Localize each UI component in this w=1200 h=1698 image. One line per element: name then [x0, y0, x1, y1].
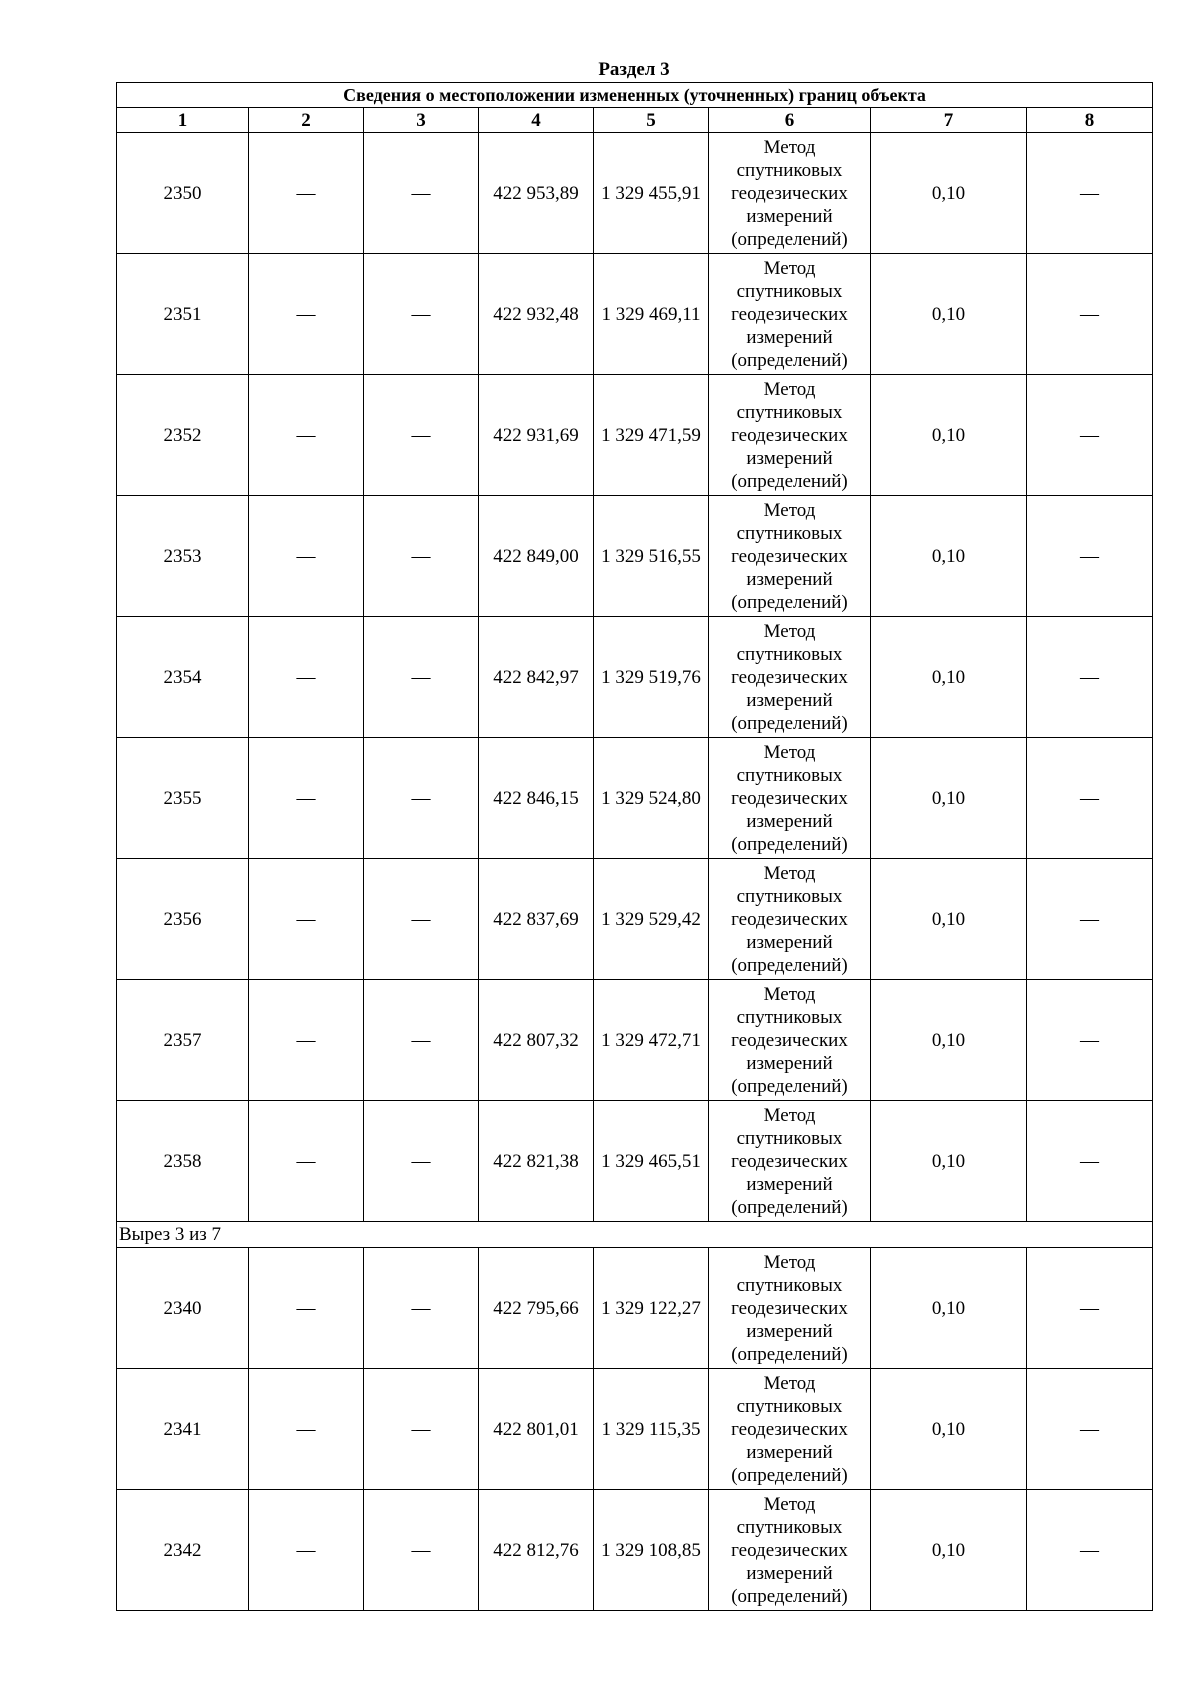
table-cell-c3: — [364, 859, 479, 980]
table-cell-c5: 1 329 122,27 [594, 1248, 709, 1369]
table-cell-c7: 0,10 [871, 617, 1027, 738]
table-cell-c1: 2358 [117, 1101, 249, 1222]
column-header: 2 [249, 108, 364, 133]
table-cell-c3: — [364, 617, 479, 738]
table-cell-c7: 0,10 [871, 254, 1027, 375]
table-cell-c7: 0,10 [871, 1369, 1027, 1490]
column-header: 8 [1027, 108, 1153, 133]
table-row [117, 375, 1153, 496]
table-cell-c2: — [249, 1101, 364, 1222]
table-cell-c5: 1 329 516,55 [594, 496, 709, 617]
table-cell-c6: Метод спутниковых геодезических измерений (определений) [709, 617, 871, 738]
table-row [117, 1369, 1153, 1490]
table-cell-c6: Метод спутниковых геодезических измерений (определений) [709, 133, 871, 254]
table-row [117, 1248, 1153, 1369]
table-cell-c4: 422 821,38 [479, 1101, 594, 1222]
column-header: 3 [364, 108, 479, 133]
column-header: 5 [594, 108, 709, 133]
table-cell-c8: — [1027, 980, 1153, 1101]
table-cell-c6: Метод спутниковых геодезических измерений (определений) [709, 375, 871, 496]
table-cell-c3: — [364, 1101, 479, 1222]
table-cell-c2: — [249, 375, 364, 496]
table-cell-c7: 0,10 [871, 133, 1027, 254]
table-cell-c7: 0,10 [871, 496, 1027, 617]
cutout-subheader: Вырез 3 из 7 [117, 1222, 1153, 1248]
table-cell-c4: 422 812,76 [479, 1490, 594, 1611]
table-cell-c2: — [249, 254, 364, 375]
table-cell-c7: 0,10 [871, 980, 1027, 1101]
table-cell-c8: — [1027, 375, 1153, 496]
table-cell-c1: 2354 [117, 617, 249, 738]
table-cell-c5: 1 329 469,11 [594, 254, 709, 375]
table-cell-c6: Метод спутниковых геодезических измерений (определений) [709, 1369, 871, 1490]
table-cell-c1: 2353 [117, 496, 249, 617]
table-cell-c4: 422 953,89 [479, 133, 594, 254]
table-cell-c5: 1 329 108,85 [594, 1490, 709, 1611]
table-cell-c1: 2356 [117, 859, 249, 980]
table-cell-c3: — [364, 133, 479, 254]
table-row [117, 980, 1153, 1101]
table-cell-c7: 0,10 [871, 375, 1027, 496]
column-header-row [117, 108, 1153, 133]
table-cell-c6: Метод спутниковых геодезических измерений (определений) [709, 738, 871, 859]
table-cell-c8: — [1027, 1369, 1153, 1490]
table-cell-c6: Метод спутниковых геодезических измерений (определений) [709, 1248, 871, 1369]
table-cell-c8: — [1027, 496, 1153, 617]
table-cell-c5: 1 329 455,91 [594, 133, 709, 254]
table-cell-c1: 2342 [117, 1490, 249, 1611]
table-cell-c5: 1 329 115,35 [594, 1369, 709, 1490]
table-cell-c3: — [364, 1490, 479, 1611]
table-cell-c1: 2351 [117, 254, 249, 375]
table-cell-c5: 1 329 471,59 [594, 375, 709, 496]
table-row [117, 496, 1153, 617]
table-row [117, 859, 1153, 980]
table-cell-c8: — [1027, 617, 1153, 738]
table-cell-c8: — [1027, 1248, 1153, 1369]
table-cell-c4: 422 842,97 [479, 617, 594, 738]
table-cell-c2: — [249, 980, 364, 1101]
column-header: 6 [709, 108, 871, 133]
table-cell-c2: — [249, 859, 364, 980]
table-cell-c4: 422 846,15 [479, 738, 594, 859]
table-row [117, 1490, 1153, 1611]
table-row [117, 617, 1153, 738]
table-cell-c1: 2352 [117, 375, 249, 496]
table-cell-c4: 422 795,66 [479, 1248, 594, 1369]
table-cell-c7: 0,10 [871, 738, 1027, 859]
table-cell-c2: — [249, 1369, 364, 1490]
column-header: 4 [479, 108, 594, 133]
table-cell-c6: Метод спутниковых геодезических измерений (определений) [709, 496, 871, 617]
table-cell-c3: — [364, 1248, 479, 1369]
table-cell-c5: 1 329 465,51 [594, 1101, 709, 1222]
table-cell-c2: — [249, 617, 364, 738]
table-cell-c2: — [249, 738, 364, 859]
table-cell-c4: 422 849,00 [479, 496, 594, 617]
table-cell-c7: 0,10 [871, 859, 1027, 980]
table-cell-c2: — [249, 1490, 364, 1611]
table-cell-c6: Метод спутниковых геодезических измерений (определений) [709, 1490, 871, 1611]
table-cell-c5: 1 329 529,42 [594, 859, 709, 980]
boundary-table [116, 82, 1153, 1611]
cutout-subheader-row [117, 1222, 1153, 1248]
table-cell-c1: 2355 [117, 738, 249, 859]
table-cell-c6: Метод спутниковых геодезических измерений (определений) [709, 254, 871, 375]
table-cell-c7: 0,10 [871, 1490, 1027, 1611]
table-cell-c6: Метод спутниковых геодезических измерений (определений) [709, 980, 871, 1101]
column-header: 7 [871, 108, 1027, 133]
table-cell-c4: 422 931,69 [479, 375, 594, 496]
table-cell-c6: Метод спутниковых геодезических измерений (определений) [709, 859, 871, 980]
table-cell-c2: — [249, 496, 364, 617]
table-cell-c8: — [1027, 254, 1153, 375]
table-cell-c3: — [364, 375, 479, 496]
table-cell-c1: 2341 [117, 1369, 249, 1490]
table-caption: Сведения о местоположении измененных (уточненных) границ объекта [117, 83, 1153, 108]
table-row [117, 254, 1153, 375]
table-cell-c1: 2357 [117, 980, 249, 1101]
table-cell-c1: 2340 [117, 1248, 249, 1369]
table-cell-c5: 1 329 519,76 [594, 617, 709, 738]
table-cell-c6: Метод спутниковых геодезических измерений (определений) [709, 1101, 871, 1222]
table-row [117, 1101, 1153, 1222]
table-cell-c8: — [1027, 1101, 1153, 1222]
section-title: Раздел 3 [598, 59, 670, 80]
table-cell-c8: — [1027, 738, 1153, 859]
table-row [117, 738, 1153, 859]
table-body [117, 133, 1153, 1611]
table-cell-c3: — [364, 738, 479, 859]
column-header: 1 [117, 108, 249, 133]
table-cell-c2: — [249, 1248, 364, 1369]
table-cell-c7: 0,10 [871, 1101, 1027, 1222]
table-cell-c4: 422 837,69 [479, 859, 594, 980]
table-cell-c3: — [364, 1369, 479, 1490]
table-cell-c2: — [249, 133, 364, 254]
table-cell-c5: 1 329 472,71 [594, 980, 709, 1101]
table-cell-c5: 1 329 524,80 [594, 738, 709, 859]
table-cell-c3: — [364, 254, 479, 375]
table-cell-c8: — [1027, 859, 1153, 980]
table-cell-c1: 2350 [117, 133, 249, 254]
table-cell-c7: 0,10 [871, 1248, 1027, 1369]
table-cell-c3: — [364, 496, 479, 617]
table-cell-c8: — [1027, 133, 1153, 254]
table-cell-c4: 422 801,01 [479, 1369, 594, 1490]
table-row [117, 133, 1153, 254]
table-cell-c3: — [364, 980, 479, 1101]
table-cell-c4: 422 807,32 [479, 980, 594, 1101]
table-cell-c8: — [1027, 1490, 1153, 1611]
table-cell-c4: 422 932,48 [479, 254, 594, 375]
